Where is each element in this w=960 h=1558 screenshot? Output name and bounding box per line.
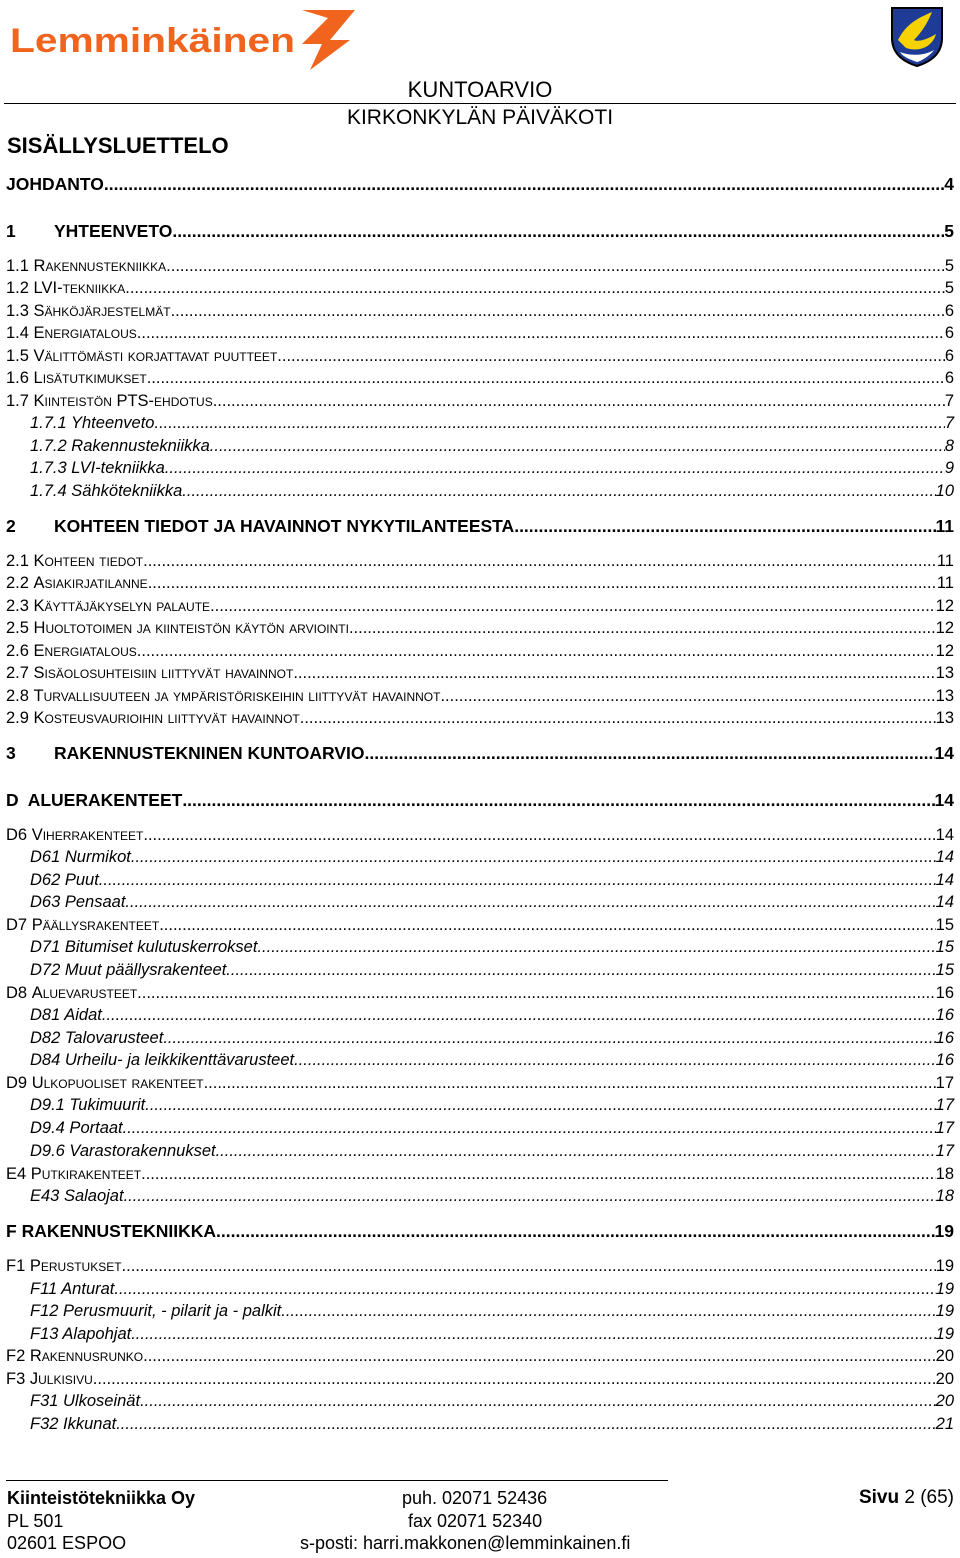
toc-entry-title: D62 Puut bbox=[30, 871, 99, 889]
toc-entry-number: 1.7.3 bbox=[30, 459, 67, 477]
toc-entry-number: 3 bbox=[6, 743, 16, 763]
toc-entry-page: 12 bbox=[935, 597, 954, 615]
toc-entry-page: 19 bbox=[935, 1302, 954, 1320]
toc-entry-page: 21 bbox=[935, 1415, 954, 1433]
toc-entry-number: 2.2 bbox=[6, 574, 29, 592]
toc-entry-number: E4 bbox=[6, 1165, 27, 1183]
toc-entry-number: 2.8 bbox=[6, 687, 29, 705]
toc-entry-number: F1 bbox=[6, 1257, 26, 1275]
footer-divider bbox=[6, 1480, 668, 1481]
toc-entry-title: F12 Perusmuurit, - pilarit ja - palkit bbox=[30, 1302, 282, 1320]
toc-entry[interactable] bbox=[6, 479, 954, 501]
toc-entry[interactable] bbox=[6, 1277, 954, 1299]
page-count: 2 (65) bbox=[904, 1487, 954, 1508]
toc-entry-number: 1.3 bbox=[6, 302, 29, 320]
toc-entry[interactable] bbox=[6, 514, 954, 536]
toc-entry[interactable] bbox=[6, 1093, 954, 1115]
toc-entry[interactable] bbox=[6, 639, 954, 661]
toc-entry[interactable] bbox=[6, 981, 954, 1003]
toc-entry-title: Käyttäjäkyselyn palaute bbox=[33, 597, 211, 615]
toc-entry-title: D84 Urheilu- ja leikkikenttävarusteet bbox=[30, 1051, 295, 1069]
toc-entry-number: 1.6 bbox=[6, 369, 29, 387]
toc-entry-number: D8 bbox=[6, 984, 28, 1002]
toc-entry[interactable] bbox=[6, 456, 954, 478]
toc-entry-number: D bbox=[6, 790, 19, 810]
toc-entry-title: Perustukset bbox=[29, 1257, 122, 1275]
toc-entry-title: F11 Anturat bbox=[30, 1280, 115, 1298]
toc-entry-number: D7 bbox=[6, 916, 28, 934]
toc-entry-page: 7 bbox=[944, 414, 954, 432]
toc-entry[interactable] bbox=[6, 366, 954, 388]
toc-entry-number: 1.1 bbox=[6, 257, 29, 275]
toc-entry[interactable] bbox=[6, 913, 954, 935]
toc-entry[interactable] bbox=[6, 958, 954, 980]
toc-entry-title: D9.1 Tukimuurit bbox=[30, 1096, 146, 1114]
toc-entry-page: 15 bbox=[935, 916, 954, 934]
toc-entry-page: 17 bbox=[935, 1119, 954, 1137]
toc-entry[interactable] bbox=[6, 1219, 954, 1241]
toc-entry-page: 12 bbox=[935, 642, 954, 660]
toc-entry[interactable] bbox=[6, 219, 954, 241]
toc-entry[interactable] bbox=[6, 1254, 954, 1276]
toc-entry-number: 2.9 bbox=[6, 709, 29, 727]
toc-entry-title: D81 Aidat bbox=[30, 1006, 102, 1024]
toc-entry[interactable] bbox=[6, 1344, 954, 1366]
toc-entry-title: Päällysrakenteet bbox=[31, 916, 160, 934]
toc-entry-page: 6 bbox=[944, 324, 954, 342]
toc-entry-title: D63 Pensaat bbox=[30, 893, 126, 911]
toc-entry-title: Julkisivu bbox=[29, 1370, 93, 1388]
toc-entry-title: Huoltotoimen ja kiinteistön käytön arviointi bbox=[33, 619, 349, 637]
toc-entry-title: Putkirakenteet bbox=[30, 1165, 142, 1183]
toc-entry-number: 1.2 bbox=[6, 279, 29, 297]
toc-entry-page: 8 bbox=[944, 437, 954, 455]
toc-entry[interactable] bbox=[6, 823, 954, 845]
toc-entry-title: Rakennustekniikka bbox=[33, 257, 167, 275]
toc-entry[interactable] bbox=[6, 1071, 954, 1093]
toc-entry-title: Sähköjärjestelmät bbox=[33, 302, 171, 320]
toc-entry[interactable] bbox=[6, 321, 954, 343]
toc-entry-title: Rakennusrunko bbox=[29, 1347, 144, 1365]
toc-entry-title: Energiatalous bbox=[33, 324, 137, 342]
toc-entry[interactable] bbox=[6, 254, 954, 276]
toc-entry-page: 18 bbox=[935, 1165, 954, 1183]
toc-entry[interactable] bbox=[6, 935, 954, 957]
toc-entry-page: 20 bbox=[935, 1370, 954, 1388]
toc-entry-page: 5 bbox=[944, 279, 954, 297]
toc-entry-title: Kohteen tiedot bbox=[33, 552, 144, 570]
municipality-crest-icon bbox=[888, 4, 946, 68]
toc-entry-title: F13 Alapohjat bbox=[30, 1325, 132, 1343]
footer-phone: puh. 02071 52436 bbox=[402, 1488, 548, 1508]
toc-entry-title: LVI-tekniikka bbox=[33, 279, 126, 297]
toc-entry-number: F bbox=[6, 1221, 17, 1241]
toc-entry-number: 2.7 bbox=[6, 664, 29, 682]
toc-entry-page: 14 bbox=[935, 848, 954, 866]
toc-entry-page: 18 bbox=[935, 1187, 954, 1205]
toc-entry[interactable] bbox=[6, 1322, 954, 1344]
toc-entry[interactable] bbox=[6, 549, 954, 571]
toc-entry-page: 14 bbox=[935, 893, 954, 911]
toc-entry-page: 15 bbox=[935, 938, 954, 956]
toc-entry-page: 19 bbox=[935, 1257, 954, 1275]
toc-entry-title: Yhteenveto bbox=[71, 414, 155, 432]
toc-entry-page: 15 bbox=[935, 961, 954, 979]
toc-entry-page: 13 bbox=[935, 687, 954, 705]
toc-entry-title: D9.4 Portaat bbox=[30, 1119, 123, 1137]
toc-entry-title: Energiatalous bbox=[33, 642, 137, 660]
footer-email[interactable]: s-posti: harri.makkonen@lemminkainen.fi bbox=[300, 1533, 631, 1553]
lemminkainen-logo bbox=[10, 8, 360, 72]
toc-entry-page: 4 bbox=[944, 174, 954, 194]
toc-entry-page: 16 bbox=[935, 1051, 954, 1069]
toc-entry[interactable] bbox=[6, 1389, 954, 1411]
toc-entry-page: 17 bbox=[935, 1142, 954, 1160]
toc-entry[interactable] bbox=[6, 571, 954, 593]
toc-entry-page: 14 bbox=[934, 743, 954, 763]
toc-entry-page: 16 bbox=[935, 1006, 954, 1024]
toc-entry-page: 16 bbox=[935, 1029, 954, 1047]
toc-entry-page: 20 bbox=[935, 1347, 954, 1365]
toc-entry-title: Aluevarusteet bbox=[31, 984, 138, 1002]
toc-entry-title: Ulkopuoliset rakenteet bbox=[31, 1074, 204, 1092]
toc-entry-number: 2 bbox=[6, 516, 16, 536]
toc-entry-number: 2.5 bbox=[6, 619, 29, 637]
toc-entry[interactable] bbox=[6, 868, 954, 890]
toc-entry[interactable] bbox=[6, 684, 954, 706]
toc-entry-number: 1.4 bbox=[6, 324, 29, 342]
toc-entry-page: 14 bbox=[935, 826, 954, 844]
toc-entry-title: D72 Muut päällysrakenteet bbox=[30, 961, 227, 979]
toc-entry[interactable] bbox=[6, 616, 954, 638]
toc-entry-number: D9 bbox=[6, 1074, 28, 1092]
toc-entry-title: KOHTEEN TIEDOT JA HAVAINNOT NYKYTILANTEESTA bbox=[54, 516, 515, 536]
toc-entry-title: D9.6 Varastorakennukset bbox=[30, 1142, 216, 1160]
toc-entry-page: 14 bbox=[934, 790, 954, 810]
document-title: KUNTOARVIO bbox=[407, 77, 553, 102]
toc-entry-title: D71 Bitumiset kulutuskerrokset bbox=[30, 938, 258, 956]
toc-entry-page: 7 bbox=[944, 392, 954, 410]
toc-entry[interactable] bbox=[6, 389, 954, 411]
page-number bbox=[859, 1486, 954, 1509]
toc-entry-page: 6 bbox=[944, 302, 954, 320]
toc-entry-title: Rakennustekniikka bbox=[71, 437, 210, 455]
toc-entry-page: 6 bbox=[944, 347, 954, 365]
toc-entry[interactable] bbox=[6, 1299, 954, 1321]
toc-entry-title: RAKENNUSTEKNIIKKA bbox=[21, 1221, 217, 1241]
footer-city: 02601 ESPOO bbox=[7, 1533, 127, 1553]
logo-wordmark: Lemminkäinen bbox=[10, 22, 295, 60]
header-divider bbox=[4, 103, 956, 104]
toc-entry-title: JOHDANTO bbox=[6, 174, 104, 194]
toc-entry[interactable] bbox=[6, 276, 954, 298]
toc-entry[interactable] bbox=[6, 1139, 954, 1161]
toc-entry[interactable] bbox=[6, 1026, 954, 1048]
toc-entry[interactable] bbox=[6, 344, 954, 366]
toc-entry-number: 1.7.2 bbox=[30, 437, 67, 455]
toc-entry[interactable] bbox=[6, 1003, 954, 1025]
toc-entry[interactable] bbox=[6, 1367, 954, 1389]
toc-entry-page: 16 bbox=[935, 984, 954, 1002]
toc-entry-number: F2 bbox=[6, 1347, 26, 1365]
toc-entry-page: 6 bbox=[944, 369, 954, 387]
toc-entry-page: 14 bbox=[935, 871, 954, 889]
toc-entry-page: 10 bbox=[935, 482, 954, 500]
toc-entry-page: 13 bbox=[935, 664, 954, 682]
toc-entry-number: 2.6 bbox=[6, 642, 29, 660]
toc-entry-number: 2.1 bbox=[6, 552, 29, 570]
toc-entry-number: 2.3 bbox=[6, 597, 29, 615]
toc-entry-page: 17 bbox=[935, 1074, 954, 1092]
toc-entry-title: D61 Nurmikot bbox=[30, 848, 131, 866]
toc-entry[interactable] bbox=[6, 1048, 954, 1070]
toc-entry-number: 1.7.4 bbox=[30, 482, 67, 500]
toc-entry[interactable] bbox=[6, 845, 954, 867]
toc-entry-title: F31 Ulkoseinät bbox=[30, 1392, 141, 1410]
toc-heading: SISÄLLYSLUETTELO bbox=[7, 133, 229, 158]
toc-entry-title: Lisätutkimukset bbox=[33, 369, 147, 387]
toc-entry-title: Sisäolosuhteisiin liittyvät havainnot bbox=[33, 664, 294, 682]
toc-entry-title: Asiakirjatilanne bbox=[33, 574, 148, 592]
toc-entry-title: YHTEENVETO bbox=[54, 221, 173, 241]
toc-entry[interactable] bbox=[6, 741, 954, 763]
footer-company: Kiinteistötekniikka Oy bbox=[7, 1488, 196, 1508]
toc-entry-page: 19 bbox=[935, 1280, 954, 1298]
toc-entry-page: 11 bbox=[936, 574, 954, 592]
toc-entry-title: Viherrakenteet bbox=[31, 826, 144, 844]
toc-entry-title: E43 Salaojat bbox=[30, 1187, 124, 1205]
toc-entry-number: 1.7.1 bbox=[30, 414, 67, 432]
toc-entry[interactable] bbox=[6, 1412, 954, 1434]
toc-entry[interactable] bbox=[6, 890, 954, 912]
toc-entry[interactable] bbox=[6, 1116, 954, 1138]
toc-entry[interactable] bbox=[6, 411, 954, 433]
toc-entry-number: 1 bbox=[6, 221, 16, 241]
toc-entry[interactable] bbox=[6, 594, 954, 616]
toc-entry-page: 11 bbox=[936, 552, 954, 570]
toc-entry-page: 5 bbox=[944, 221, 954, 241]
toc-entry[interactable] bbox=[6, 1184, 954, 1206]
toc-entry[interactable] bbox=[6, 1162, 954, 1184]
toc-entry-title: Kosteusvaurioihin liittyvät havainnot bbox=[33, 709, 300, 727]
toc-entry-title: ALUERAKENTEET bbox=[27, 790, 183, 810]
toc-entry-title: F32 Ikkunat bbox=[30, 1415, 117, 1433]
toc-entry-number: D6 bbox=[6, 826, 28, 844]
toc-entry-page: 5 bbox=[944, 257, 954, 275]
toc-entry-title: Sähkötekniikka bbox=[71, 482, 183, 500]
toc-entry[interactable] bbox=[6, 434, 954, 456]
footer-po-box: PL 501 bbox=[7, 1511, 64, 1531]
toc-entry[interactable] bbox=[6, 788, 954, 810]
toc-entry-title: Kiinteistön PTS-ehdotus bbox=[33, 392, 213, 410]
document-subtitle: KIRKONKYLÄN PÄIVÄKOTI bbox=[346, 106, 614, 129]
toc-entry-title: LVI-tekniikka bbox=[71, 459, 165, 477]
toc-entry-page: 11 bbox=[935, 516, 954, 536]
toc-entry-number: F3 bbox=[6, 1370, 26, 1388]
footer-fax: fax 02071 52340 bbox=[408, 1511, 543, 1531]
toc-entry[interactable] bbox=[6, 172, 954, 194]
toc-entry-number: 1.5 bbox=[6, 347, 29, 365]
toc-entry-page: 13 bbox=[935, 709, 954, 727]
toc-entry-page: 19 bbox=[934, 1221, 954, 1241]
toc-entry-page: 17 bbox=[935, 1096, 954, 1114]
toc-entry-title: Turvallisuuteen ja ympäristöriskeihin liittyvät havainnot bbox=[33, 687, 441, 705]
toc-entry-page: 19 bbox=[935, 1325, 954, 1343]
toc-entry[interactable] bbox=[6, 299, 954, 321]
toc-entry[interactable] bbox=[6, 661, 954, 683]
toc-entry-page: 12 bbox=[935, 619, 954, 637]
toc-entry-page: 20 bbox=[935, 1392, 954, 1410]
toc-entry-title: Välittömästi korjattavat puutteet bbox=[33, 347, 278, 365]
page-label: Sivu bbox=[858, 1487, 900, 1508]
toc-entry-title: D82 Talovarusteet bbox=[30, 1029, 164, 1047]
toc-entry-page: 9 bbox=[944, 459, 954, 477]
toc-entry[interactable] bbox=[6, 706, 954, 728]
toc-entry-number: 1.7 bbox=[6, 392, 29, 410]
toc-entry-title: RAKENNUSTEKNINEN KUNTOARVIO bbox=[54, 743, 365, 763]
